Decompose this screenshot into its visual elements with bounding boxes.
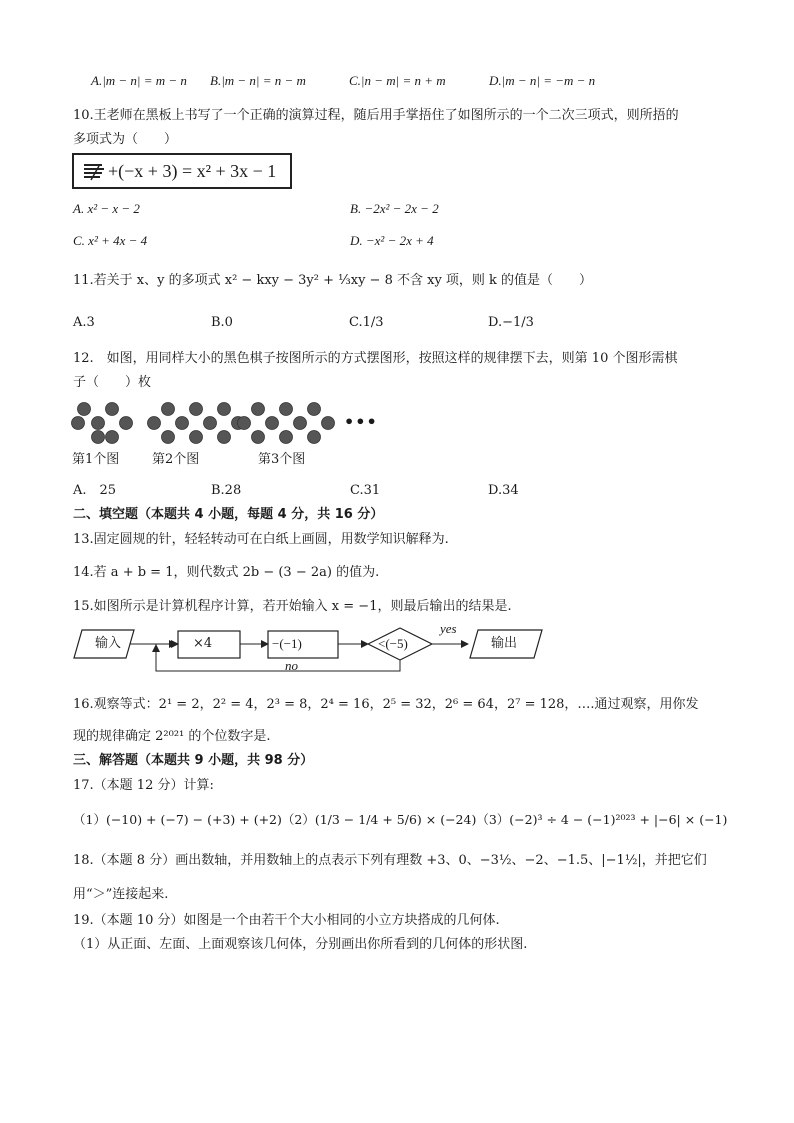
flow-no-label: no — [285, 658, 298, 673]
chess-piece — [218, 403, 231, 416]
q9-option-d: D.|m − n| = −m − n — [489, 73, 596, 88]
q18-stem-line1: 18.（本题 8 分）画出数轴，并用数轴上的点表示下列有理数 +3、0、−3½、−2、−1.5、|−1½|，并把它们 — [73, 853, 707, 868]
chess-piece — [280, 431, 293, 444]
chess-piece — [252, 403, 265, 416]
q11-option-c: C.1/3 — [349, 315, 384, 330]
q10-option-c: C. x² + 4x − 4 — [73, 233, 148, 248]
q11-option-b: B.0 — [211, 315, 233, 330]
chess-piece — [162, 403, 175, 416]
q19-stem-line2: （1）从正面、左面、上面观察该几何体，分别画出你所看到的几何体的形状图. — [73, 937, 528, 952]
q11-stem: 11.若关于 x、y 的多项式 x² − kxy − 3y² + ⅓xy − 8 不含 xy 项，则 k 的值是（ ） — [73, 273, 593, 288]
chess-piece — [190, 431, 203, 444]
flow-condition-label: <(−5) — [378, 636, 408, 651]
q12-option-b: B.28 — [211, 483, 242, 498]
q12-stem-line1: 12. 如图，用同样大小的黑色棋子按图所示的方式摆图形，按照这样的规律摆下去，则第 10 个图形需棋 — [73, 351, 678, 366]
chess-piece — [176, 417, 189, 430]
q10-option-a: A. x² − x − 2 — [73, 201, 140, 216]
chess-piece — [190, 403, 203, 416]
q12-figure3-label: 第3个图 — [258, 452, 306, 467]
q11-option-a: A.3 — [73, 315, 95, 330]
q9-option-b: B.|m − n| = n − m — [210, 73, 306, 88]
q12-option-c: C.31 — [350, 483, 381, 498]
q10-stem-line1: 10.王老师在黑板上书写了一个正确的演算过程，随后用手掌捂住了如图所示的一个二次三项式，则所捂的 — [73, 108, 679, 123]
q12-figure2-label: 第2个图 — [152, 452, 200, 467]
q11-option-d: D.−1/3 — [488, 315, 534, 330]
chess-piece — [92, 417, 105, 430]
flow-minus-label: −(−1) — [272, 636, 302, 651]
chess-piece — [238, 417, 251, 430]
chess-piece — [252, 431, 265, 444]
chess-piece — [308, 431, 321, 444]
q19-stem-line1: 19.（本题 10 分）如图是一个由若干个大小相同的小立方块搭成的几何体. — [73, 913, 500, 928]
chess-piece — [322, 417, 335, 430]
flow-output-label: 输出 — [491, 636, 518, 651]
chess-piece — [294, 417, 307, 430]
chess-piece — [280, 403, 293, 416]
q12-option-d: D.34 — [488, 483, 519, 498]
q15-stem: 15.如图所示是计算机程序计算，若开始输入 x = −1，则最后输出的结果是. — [73, 599, 512, 614]
q12-option-a: A. 25 — [73, 483, 117, 498]
chess-piece — [162, 431, 175, 444]
chess-piece — [148, 417, 161, 430]
q12-figure1-label: 第1个图 — [72, 452, 120, 467]
flow-yes-label: yes — [440, 621, 457, 636]
q17-stem: 17.（本题 12 分）计算: — [73, 778, 214, 793]
palm-icon — [82, 162, 106, 182]
q10-hidden-expression-box — [72, 153, 292, 189]
q15-flowchart — [72, 625, 552, 675]
q14-stem: 14.若 a + b = 1，则代数式 2b − (3 − 2a) 的值为. — [73, 565, 380, 580]
chess-piece — [78, 403, 91, 416]
chess-piece — [120, 417, 133, 430]
section2-heading: 二、填空题（本题共 4 小题，每题 4 分，共 16 分） — [73, 507, 384, 522]
q10-option-b: B. −2x² − 2x − 2 — [350, 201, 439, 216]
chess-piece — [266, 417, 279, 430]
chess-piece — [106, 403, 119, 416]
chess-piece — [204, 417, 217, 430]
q9-option-c: C.|n − m| = n + m — [349, 73, 446, 88]
chess-piece — [106, 431, 119, 444]
chess-piece — [308, 403, 321, 416]
flow-times4-label: ×4 — [193, 636, 213, 651]
q17-subquestions: （1）(−10) + (−7) − (+3) + (+2)（2）(1/3 − 1/4 + 5/6) × (−24)（3）(−2)³ ÷ 4 − (−1)²⁰²³ + |−6| × (−1) — [73, 812, 728, 827]
q12-stem-line2: 子（ ）枚 — [73, 375, 152, 390]
q10-option-d: D. −x² − 2x + 4 — [350, 233, 434, 248]
q12-chess-pattern-figure — [70, 400, 390, 450]
q16-stem-line1: 16.观察等式：2¹ = 2，2² = 4，2³ = 8，2⁴ = 16，2⁵ = 32，2⁶ = 64，2⁷ = 128，….通过观察，用你发 — [73, 697, 699, 712]
q18-stem-line2: 用“＞”连接起来. — [73, 887, 169, 902]
chess-piece — [218, 431, 231, 444]
chess-piece — [92, 431, 105, 444]
q10-stem-line2: 多项式为（ ） — [73, 132, 178, 147]
q13-stem: 13.固定圆规的针，轻轻转动可在白纸上画圆，用数学知识解释为. — [73, 532, 449, 547]
section3-heading: 三、解答题（本题共 9 小题，共 98 分） — [73, 753, 314, 768]
q10-box-equation: +(−x + 3) = x² + 3x − 1 — [108, 161, 277, 181]
flow-input-label: 输入 — [95, 636, 122, 651]
q9-option-a: A.|m − n| = m − n — [91, 73, 187, 88]
chess-piece — [72, 417, 85, 430]
q12-continuation-dots: ••• — [344, 412, 378, 431]
q16-stem-line2: 现的规律确定 2²⁰²¹ 的个位数字是. — [73, 729, 271, 744]
